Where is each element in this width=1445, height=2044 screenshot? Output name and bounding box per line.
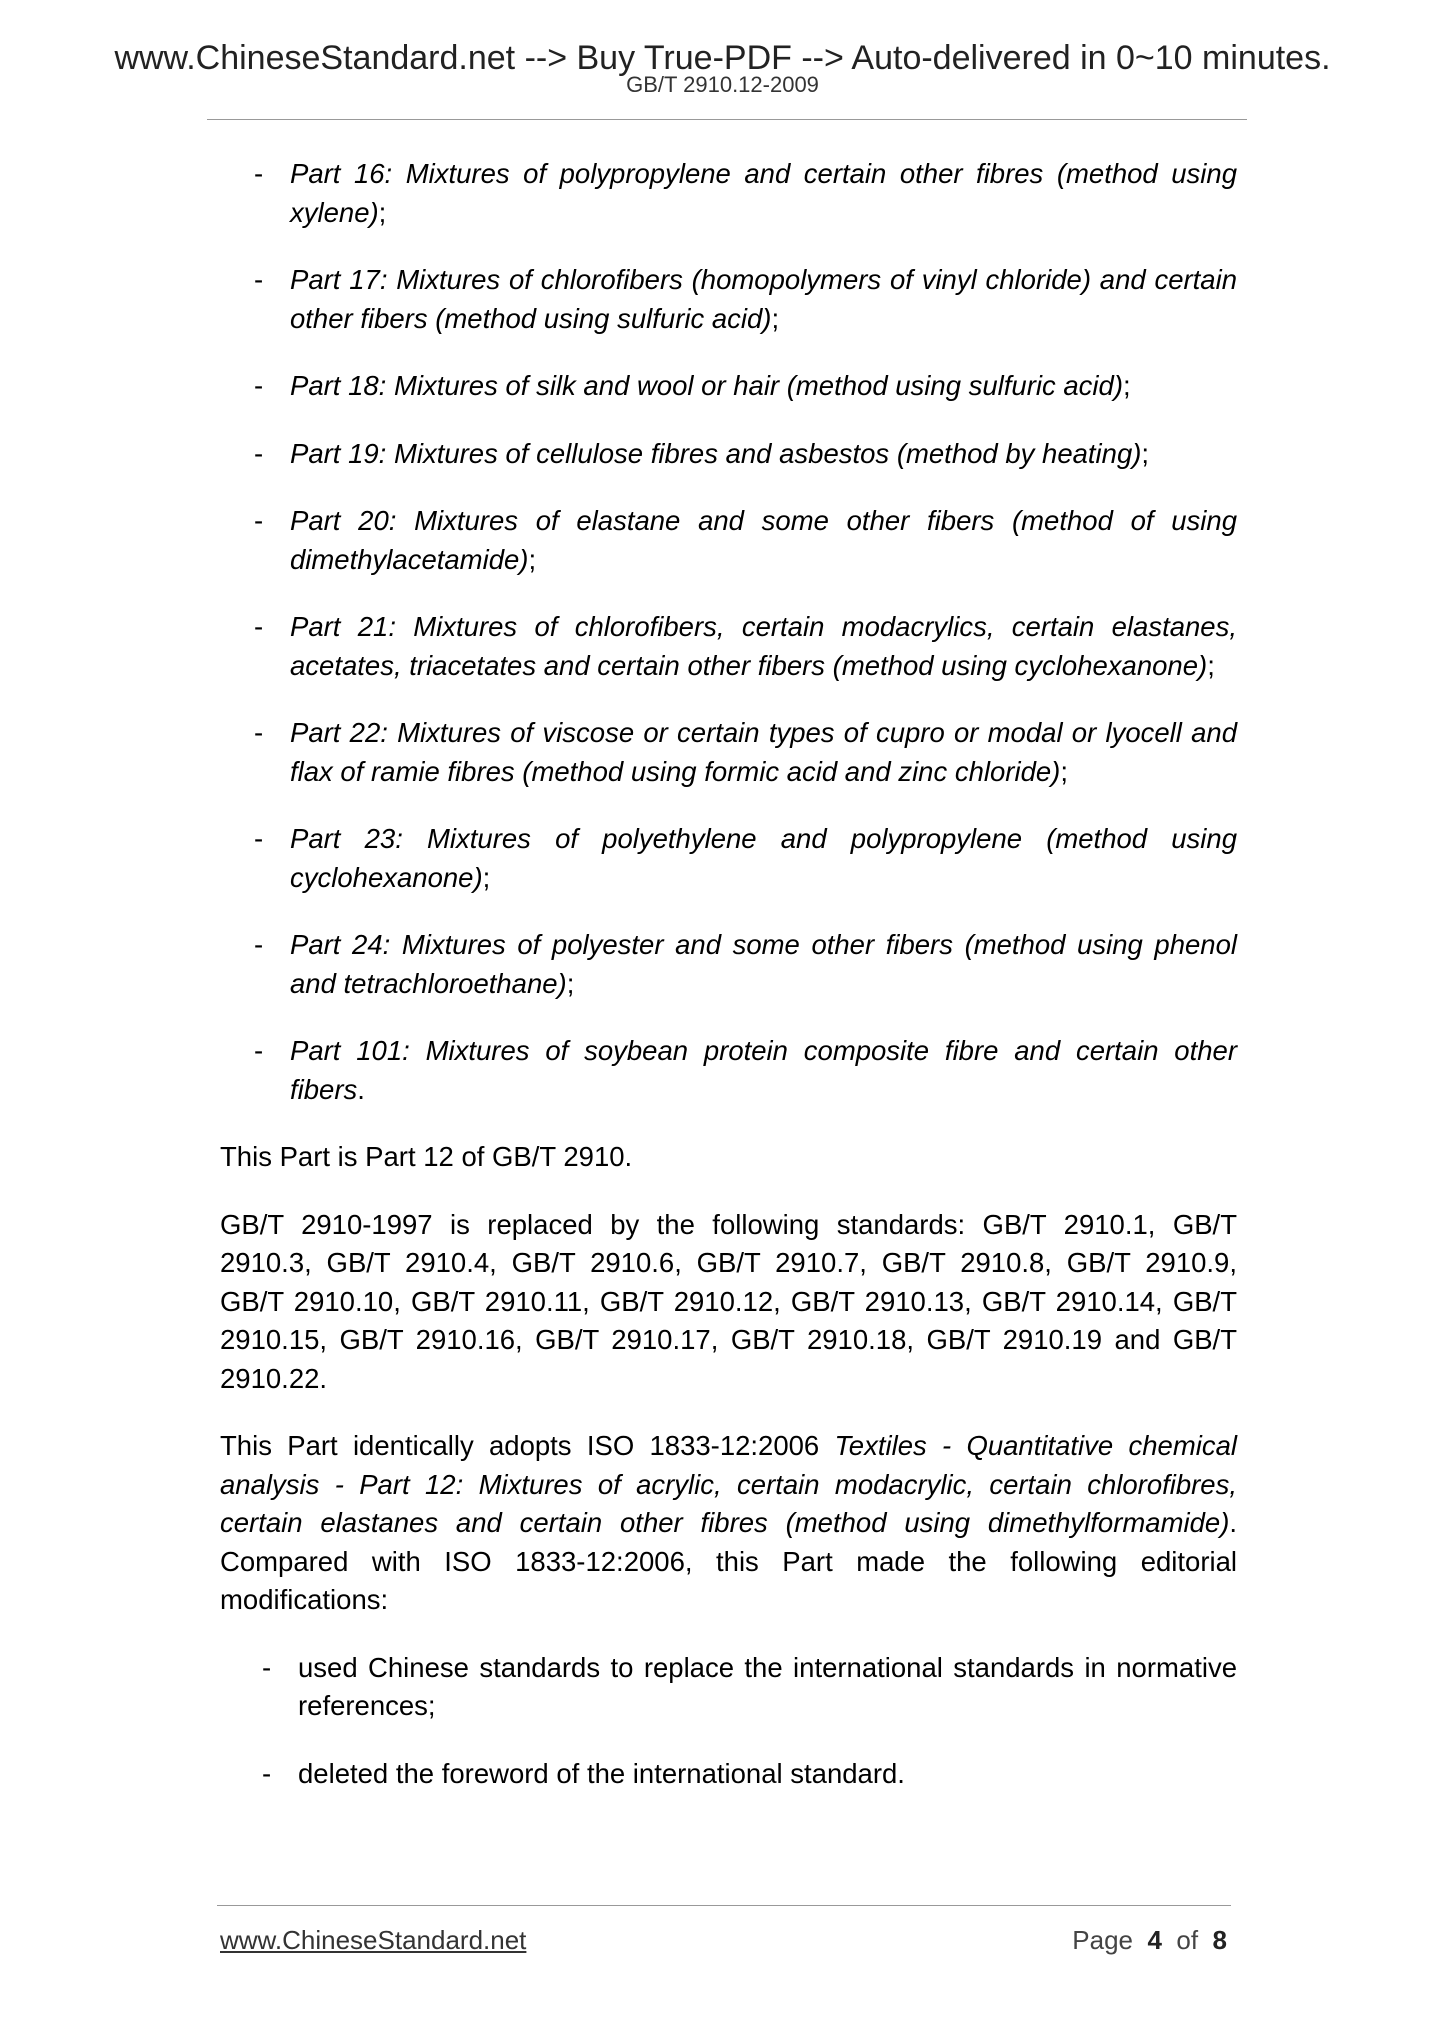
page-indicator — [1072, 1924, 1227, 1956]
page-number: 4 — [1147, 1925, 1162, 1955]
list-item-end: ; — [771, 302, 780, 334]
list-dash: - — [254, 158, 264, 189]
list-item — [220, 820, 1237, 897]
list-item-end: . — [357, 1073, 365, 1105]
list-item — [220, 502, 1237, 579]
list-item-text: Part 20: Mixtures of elastane and some other fibers (method of using dimethylacetamide) — [290, 505, 1237, 575]
list-item-text: Part 18: Mixtures of silk and wool or hair (method using sulfuric acid) — [290, 370, 1123, 401]
list-dash: - — [254, 823, 264, 854]
page-total: 8 — [1212, 1925, 1227, 1955]
modification-text: used Chinese standards to replace the international standards in normative references; — [298, 1651, 1237, 1721]
part-statement: This Part is Part 12 of GB/T 2910. — [220, 1141, 633, 1172]
of-word: of — [1176, 1925, 1199, 1955]
list-item — [220, 261, 1237, 338]
list-item-text: Part 24: Mixtures of polyester and some other fibers (method using phenol and tetrachloroethane) — [290, 929, 1237, 999]
list-item-text: Part 23: Mixtures of polyethylene and polypropylene (method using cyclohexanone) — [290, 823, 1237, 893]
list-item-end: ; — [1207, 649, 1215, 681]
adoption-tail: . Compared with ISO 1833-12:2006, this Part made the following editorial modifications: — [220, 1507, 1237, 1615]
footer-site-link[interactable]: www.ChineseStandard.net — [220, 1925, 527, 1955]
list-item — [220, 608, 1237, 685]
list-item — [220, 367, 1237, 406]
list-item — [220, 714, 1237, 791]
list-item-text: Part 101: Mixtures of soybean protein composite fibre and certain other fibers — [290, 1035, 1237, 1105]
list-item-text: Part 17: Mixtures of chlorofibers (homopolymers of vinyl chloride) and certain other fibers (method using sulfuric acid) — [290, 264, 1237, 334]
replaced-standards-paragraph: GB/T 2910-1997 is replaced by the following standards: GB/T 2910.1, GB/T 2910.3, GB/T 2910.4, GB/T 2910.6, GB/T 2910.7, GB/T 2910.8, GB/T 2910.9, GB/T 2910.10, GB/T 2910.11, GB/T 2910.12, GB/T 2910.13, GB/T 2910.14, GB/T 2910.15, GB/T 2910.16, GB/T 2910.17, GB/T 2910.18, GB/T 2910.19 and GB/T 2910.22. — [220, 1208, 1237, 1394]
list-dash: - — [254, 505, 264, 536]
list-dash: - — [254, 264, 264, 295]
list-item-text: Part 16: Mixtures of polypropylene and certain other fibres (method using xylene) — [290, 158, 1237, 228]
document-id: GB/T 2910.12-2009 — [626, 72, 819, 97]
page-word: Page — [1072, 1925, 1134, 1955]
list-item — [220, 155, 1237, 232]
list-item — [220, 1032, 1237, 1109]
iso-title: Textiles - Quantitative chemical analysis - Part 12: Mixtures of acrylic, certain modacrylic, certain chlorofibres, certain elastanes and certain other fibres (method using dimethylformamide) — [220, 1430, 1237, 1538]
page-content — [220, 155, 1237, 1822]
list-item-text: Part 22: Mixtures of viscose or certain types of cupro or modal or lyocell and flax of ramie fibres (method using formic acid and zinc chloride) — [290, 717, 1237, 787]
list-item — [220, 926, 1237, 1003]
modification-item — [220, 1649, 1237, 1726]
adoption-paragraph — [220, 1427, 1237, 1620]
list-dash: - — [254, 611, 264, 642]
adoption-lead: This Part identically adopts ISO 1833-12:2006 — [220, 1430, 835, 1461]
list-item-end: ; — [528, 543, 537, 575]
list-dash: - — [254, 717, 264, 748]
list-dash: - — [262, 1651, 272, 1683]
list-item-end: ; — [1141, 437, 1150, 469]
list-dash: - — [254, 1035, 264, 1066]
list-item-end: ; — [1123, 370, 1131, 401]
list-item-end: ; — [1060, 755, 1068, 787]
list-item-end: ; — [566, 967, 575, 999]
list-item — [220, 435, 1237, 474]
list-dash: - — [254, 437, 264, 469]
list-dash: - — [254, 370, 264, 401]
list-item-text: Part 19: Mixtures of cellulose fibres and asbestos (method by heating) — [290, 437, 1142, 469]
list-item-end: ; — [482, 861, 491, 893]
list-dash: - — [262, 1757, 272, 1789]
footer-divider — [217, 1905, 1231, 1906]
header-divider — [207, 119, 1247, 120]
modification-item — [220, 1755, 1237, 1794]
list-item-text: Part 21: Mixtures of chlorofibers, certain modacrylics, certain elastanes, acetates, triacetates and certain other fibers (method using cyclohexanone) — [290, 611, 1237, 681]
modification-text: deleted the foreword of the international standard. — [298, 1757, 905, 1789]
list-dash: - — [254, 929, 264, 960]
list-item-end: ; — [378, 196, 387, 228]
site-banner: www.ChineseStandard.net --> Buy True-PDF --> Auto-delivered in 0~10 minutes. — [114, 39, 1331, 77]
